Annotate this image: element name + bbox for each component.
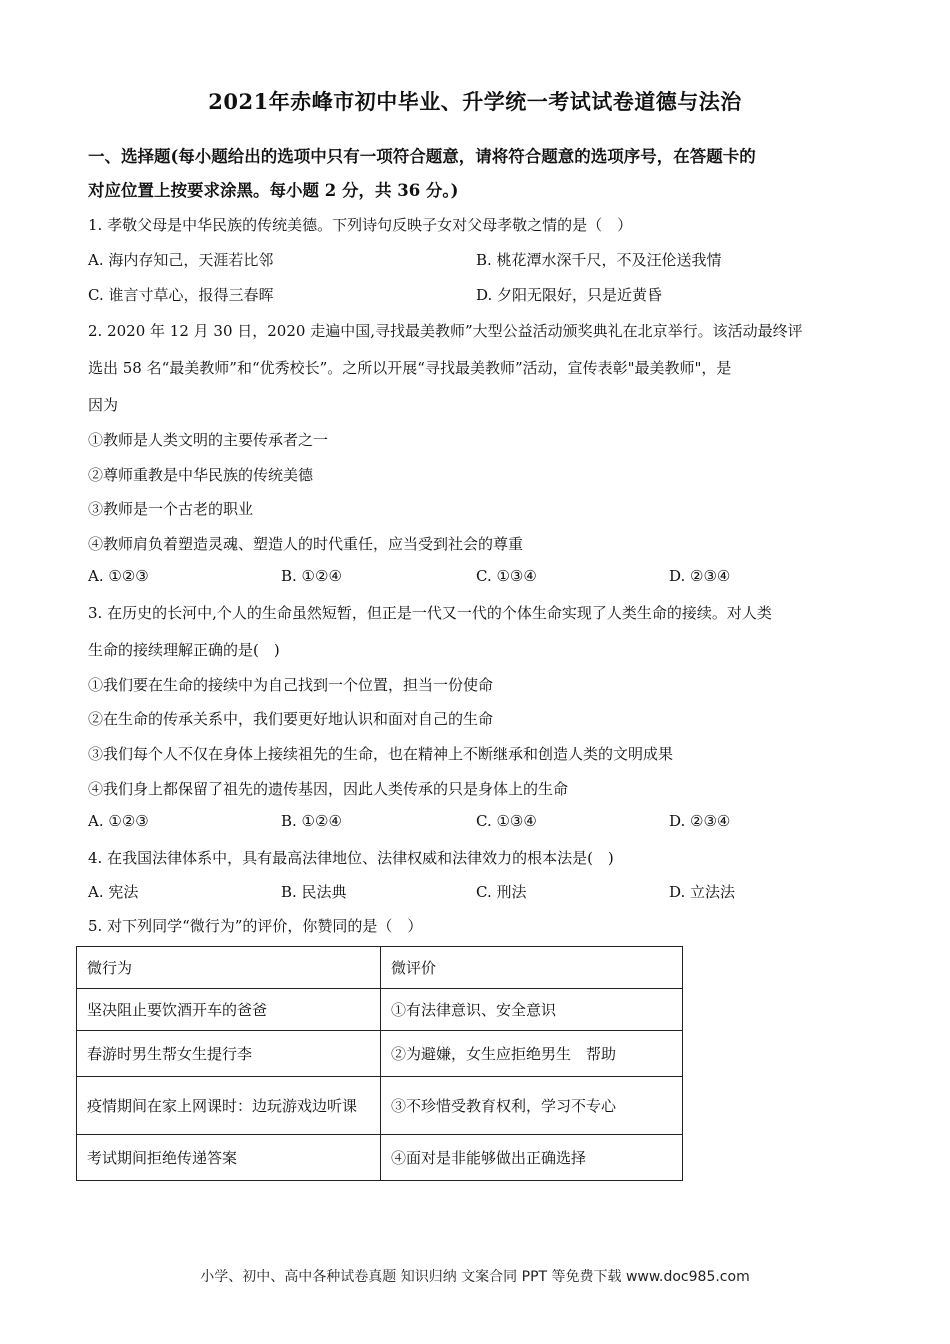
table-row (77, 1031, 683, 1077)
q3-stem-line-2: 生命的接续理解正确的是( ) (88, 641, 280, 659)
table-cell: ①有法律意识、安全意识 (381, 989, 683, 1031)
q3-option-b: B. ①②④ (281, 812, 342, 830)
q3-option-d: D. ②③④ (669, 812, 731, 830)
q2-option-d: D. ②③④ (669, 567, 731, 585)
table-cell: 考试期间拒绝传递答案 (77, 1135, 381, 1181)
table-row (77, 1077, 683, 1135)
table-header-cell: 微评价 (381, 947, 683, 989)
q4-stem: 4. 在我国法律体系中，具有最高法律地位、法律权威和法律效力的根本法是( ) (88, 849, 614, 867)
q2-option-c: C. ①③④ (476, 567, 537, 585)
q2-stem-line-2: 选出 58 名“最美教师”和“优秀校长”。之所以开展“寻找最美教师”活动，宣传表彰"最美教师"，是 (88, 359, 732, 377)
exam-title: 2021年赤峰市初中毕业、升学统一考试试卷道德与法治 (208, 89, 742, 114)
q2-statement-4: ④教师肩负着塑造灵魂、塑造人的时代重任，应当受到社会的尊重 (88, 535, 524, 553)
q3-statement-2: ②在生命的传承关系中，我们要更好地认识和面对自己的生命 (88, 710, 494, 728)
table-cell: 坚决阻止要饮酒开车的爸爸 (77, 989, 381, 1031)
q5-stem: 5. 对下列同学“微行为”的评价，你赞同的是（ ） (88, 917, 423, 935)
section-heading-line-2: 对应位置上按要求涂黑。每小题 2 分，共 36 分。) (88, 181, 459, 200)
q2-option-a: A. ①②③ (88, 567, 149, 585)
q2-statement-1: ①教师是人类文明的主要传承者之一 (88, 431, 329, 449)
q1-stem: 1. 孝敬父母是中华民族的传统美德。下列诗句反映子女对父母孝敬之情的是（ ） (88, 216, 633, 234)
table-cell: ④面对是非能够做出正确选择 (381, 1135, 683, 1181)
q3-statement-4: ④我们身上都保留了祖先的遗传基因，因此人类传承的只是身体上的生命 (88, 780, 569, 798)
q4-option-c: C. 刑法 (476, 883, 527, 901)
table-cell: 春游时男生帮女生提行李 (77, 1031, 381, 1077)
q2-statement-3: ③教师是一个古老的职业 (88, 500, 254, 518)
table-cell: ③不珍惜受教育权利，学习不专心 (381, 1077, 683, 1135)
q3-option-c: C. ①③④ (476, 812, 537, 830)
table-row (77, 989, 683, 1031)
table-row (77, 1135, 683, 1181)
q4-option-d: D. 立法法 (669, 883, 736, 901)
q3-option-a: A. ①②③ (88, 812, 149, 830)
table-cell: ②为避嫌，女生应拒绝男生 帮助 (381, 1031, 683, 1077)
q2-stem-line-3: 因为 (88, 396, 119, 414)
section-heading-line-1: 一、选择题(每小题给出的选项中只有一项符合题意，请将符合题意的选项序号，在答题卡的 (88, 147, 756, 166)
q1-option-c: C. 谁言寸草心，报得三春晖 (88, 286, 274, 304)
q1-option-b: B. 桃花潭水深千尺，不及汪伦送我情 (476, 251, 722, 269)
q3-stem-line-1: 3. 在历史的长河中,个人的生命虽然短暂，但正是一代又一代的个体生命实现了人类生命的接续。对人类 (88, 604, 772, 622)
q2-statement-2: ②尊师重教是中华民族的传统美德 (88, 466, 314, 484)
q4-option-b: B. 民法典 (281, 883, 347, 901)
q2-option-b: B. ①②④ (281, 567, 342, 585)
q4-option-a: A. 宪法 (88, 883, 139, 901)
table-header-row (77, 947, 683, 989)
table-header-cell: 微行为 (77, 947, 381, 989)
q1-option-d: D. 夕阳无限好，只是近黄昏 (476, 286, 663, 304)
table-cell: 疫情期间在家上网课时：边玩游戏边听课 (77, 1077, 381, 1135)
q5-behavior-table (76, 946, 683, 1181)
section-heading (88, 140, 878, 208)
q3-statement-3: ③我们每个人不仅在身体上接续祖先的生命，也在精神上不断继承和创造人类的文明成果 (88, 745, 674, 763)
q3-statement-1: ①我们要在生命的接续中为自己找到一个位置，担当一份使命 (88, 676, 494, 694)
footer-note: 小学、初中、高中各种试卷真题 知识归纳 文案合同 PPT 等免费下载 www.doc985.com (200, 1269, 750, 1285)
q2-stem-line-1: 2. 2020 年 12 月 30 日，2020 走遍中国,寻找最美教师”大型公益活动颁奖典礼在北京举行。该活动最终评 (88, 322, 803, 340)
q1-option-a: A. 海内存知己，天涯若比邻 (88, 251, 274, 269)
